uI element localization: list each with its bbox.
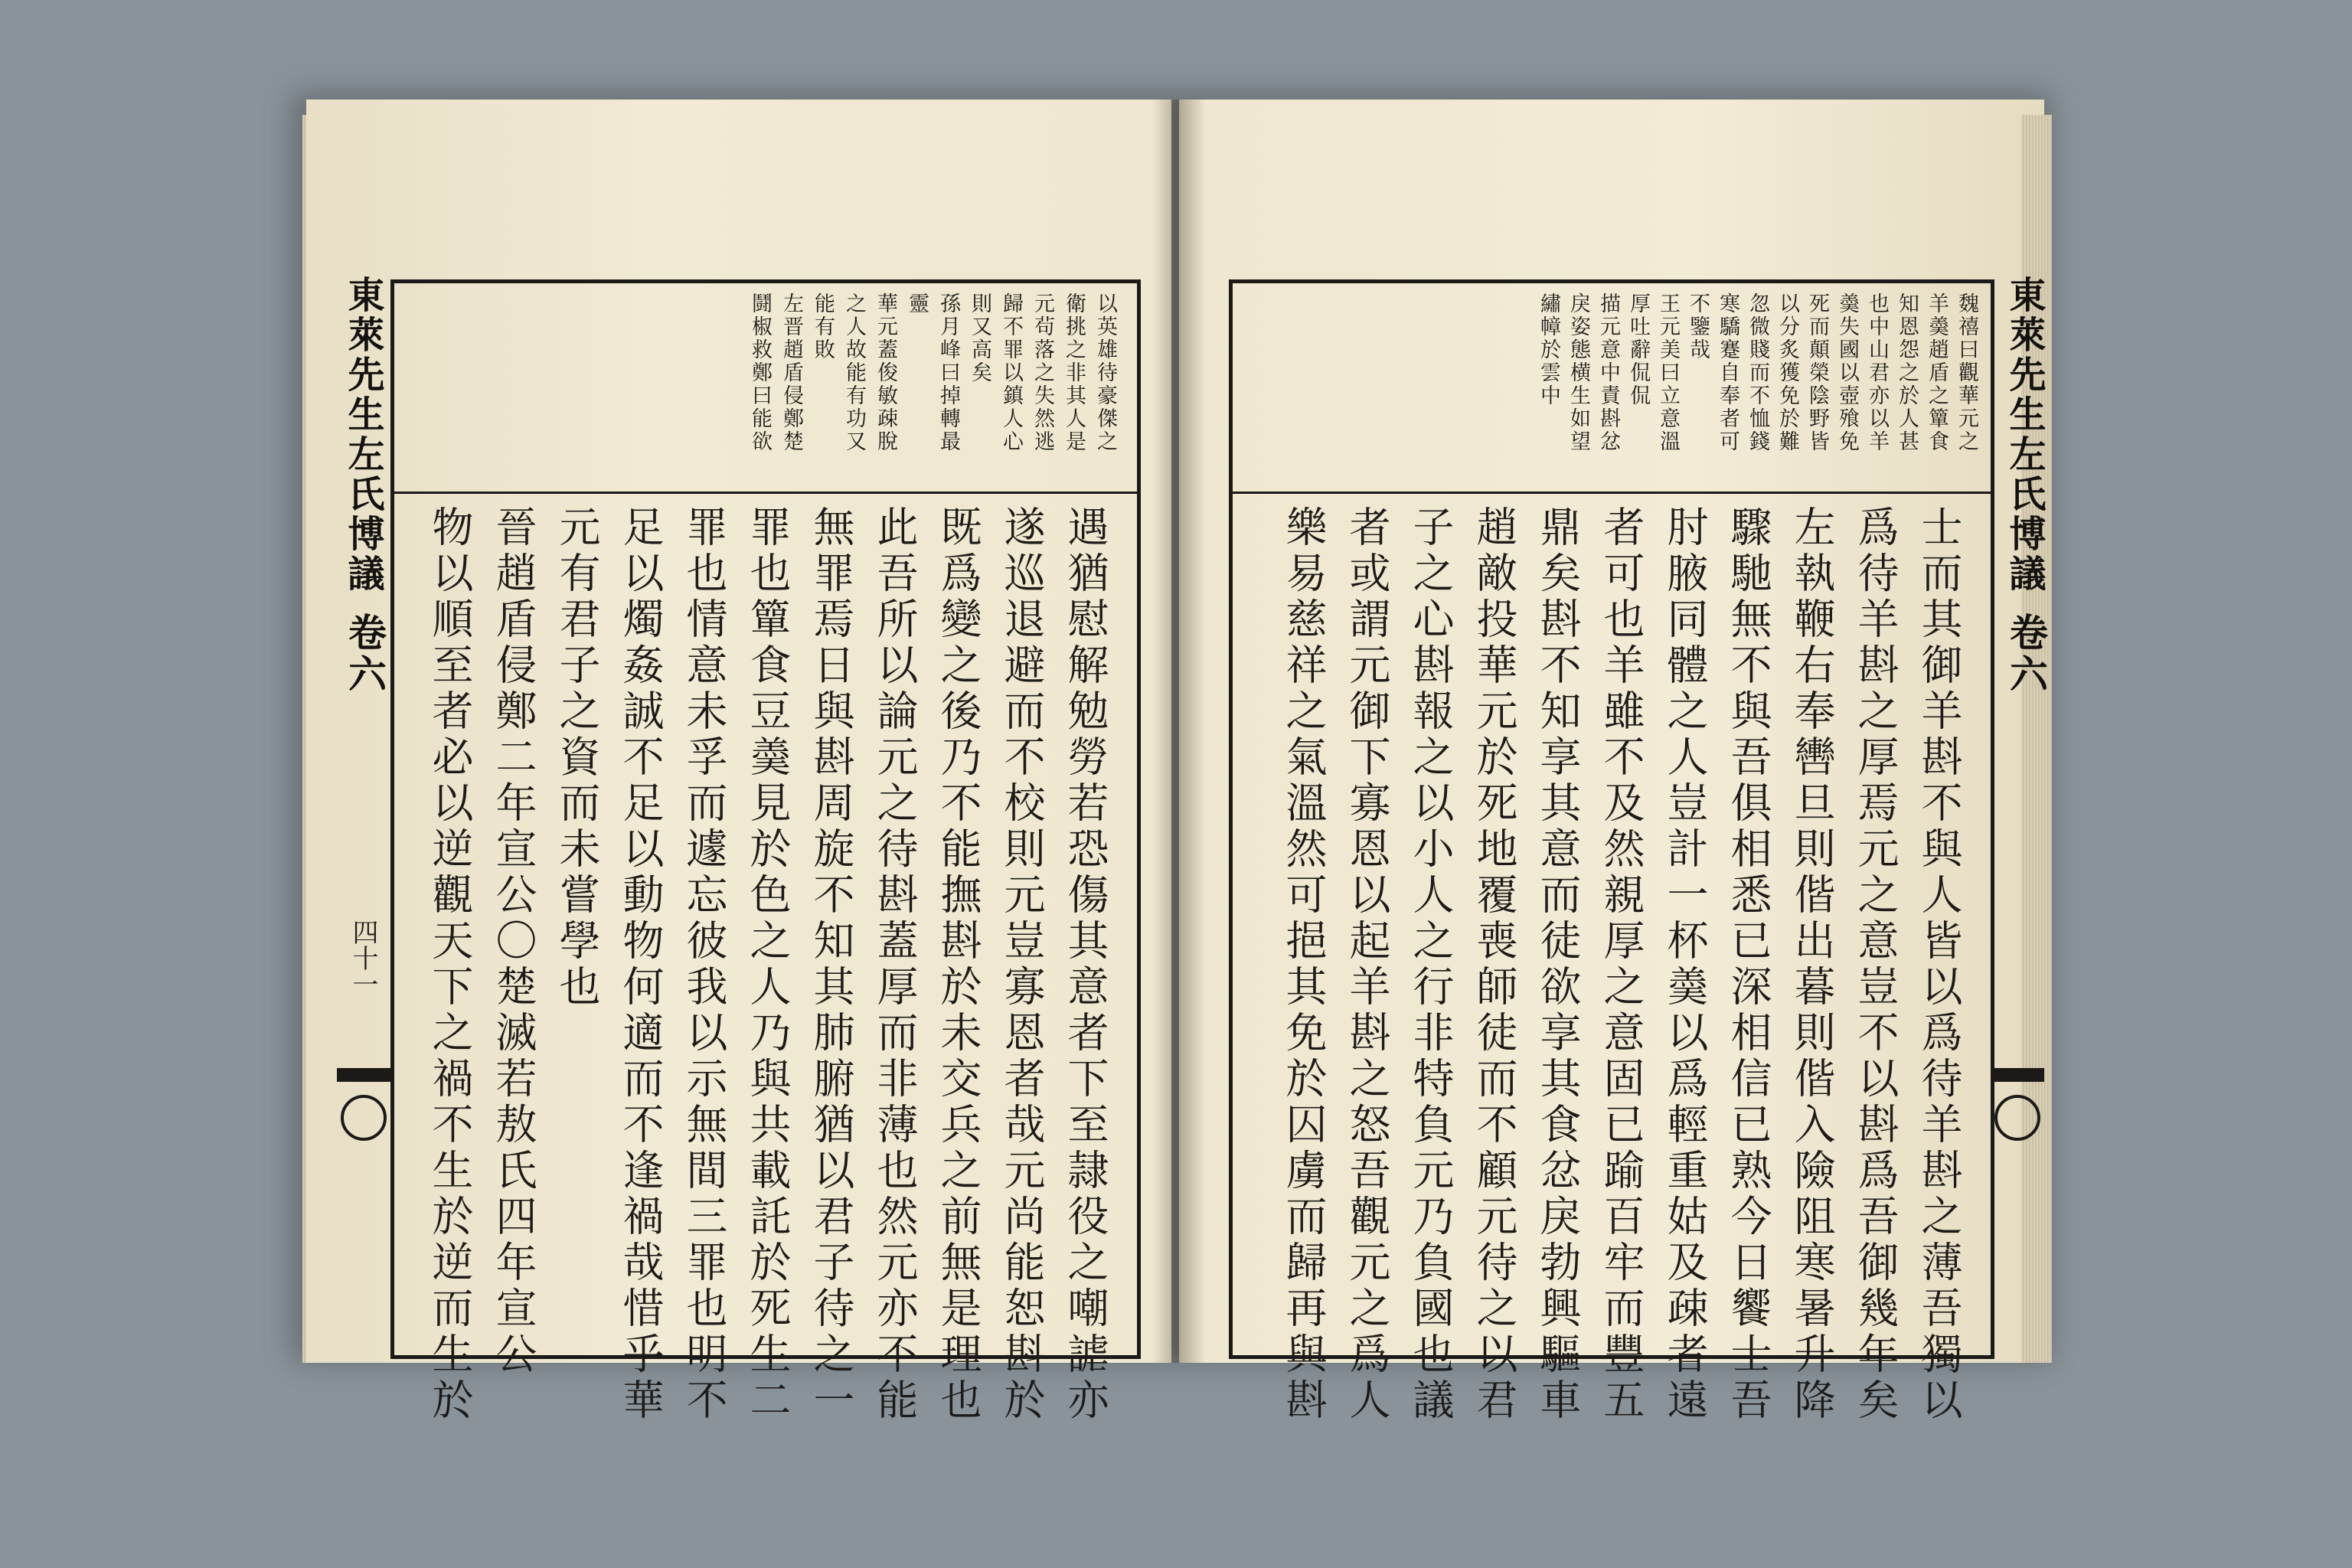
text-column: 無罪焉日與斟周旋不知其肺腑猶以君子待之一 (807, 505, 855, 1424)
right-fishtail-mark (1991, 1068, 2044, 1082)
headnote-column: 寒驕蹇自奉者可 (1716, 292, 1740, 453)
left-volume-label: 卷六 (342, 612, 387, 695)
headnote-column: 以分炙獲免於難 (1775, 292, 1799, 453)
headnote-column: 魏禧曰觀華元之 (1955, 292, 1978, 453)
headnote-column: 厚吐辭侃侃 (1626, 292, 1650, 407)
headnote-column: 元茍落之失然逃 (1031, 292, 1054, 453)
left-folio: 四十一 (348, 919, 378, 997)
headnote-column: 能有敗 (811, 292, 835, 361)
right-fishtail-ornament (1994, 1095, 2040, 1141)
headnote-column: 孫月峰曰掉轉最 (936, 292, 960, 453)
left-headnote-rule (394, 492, 1137, 494)
text-column: 驟馳無不與吾俱相悉已深相信已熟今日饗士吾 (1724, 505, 1772, 1424)
text-column: 趙敵投華元於死地覆喪師徒而不顧元待之以君 (1470, 505, 1518, 1424)
text-column: 子之心斟報之以小人之行非特負元乃負國也議 (1406, 505, 1455, 1424)
text-column: 鼎矣斟不知享其意而徒欲享其食忿戾勃興驅車 (1534, 505, 1582, 1424)
headnote-column: 以英雄待豪傑之 (1093, 292, 1117, 453)
headnote-column: 歸不罪以鎮人心 (999, 292, 1023, 453)
right-headnote-rule (1233, 492, 1991, 494)
text-column: 罪也簞食豆羮見於色之人乃與共載託於死生二 (743, 505, 792, 1424)
right-margin-title: 東萊先生左氏博議 (2003, 276, 2046, 594)
headnote-column: 鬪椒救鄭曰能欲 (748, 292, 772, 453)
headnote-column: 王元美曰立意溫 (1656, 292, 1680, 453)
text-column: 爲待羊斟之厚焉元之意豈不以斟爲吾御幾年矣 (1851, 505, 1900, 1424)
text-column: 晉趙盾侵鄭二年宣公〇楚滅若敖氏四年宣公 (489, 505, 537, 1378)
text-column: 者或謂元御下寡恩以起羊斟之怒吾觀元之爲人 (1343, 505, 1391, 1424)
headnote-column: 之人故能有功又 (842, 292, 866, 453)
text-column: 樂易慈祥之氣溫然可挹其免於囚虜而歸再與斟 (1279, 505, 1328, 1424)
left-fishtail-mark (337, 1068, 390, 1082)
text-column: 罪也情意未孚而遽忘彼我以示無間三罪也明不 (680, 505, 728, 1424)
text-column: 士而其御羊斟不與人皆以爲待羊斟之薄吾獨以 (1915, 505, 1963, 1424)
headnote-column: 知恩怨之於人甚 (1895, 292, 1919, 453)
headnote-column: 不鑒哉 (1686, 292, 1710, 361)
left-text-frame (390, 279, 1141, 1424)
right-volume-label: 卷六 (2004, 612, 2049, 695)
left-margin-title: 東萊先生左氏博議 (341, 276, 384, 594)
headnote-column: 華元蓋俊敏疎脫 (874, 292, 897, 453)
headnote-column: 忽微賤而不恤錢 (1746, 292, 1769, 453)
left-fishtail-ornament (341, 1095, 387, 1141)
text-column: 此吾所以論元之待斟蓋厚而非薄也然元亦不能 (871, 505, 919, 1424)
headnote-column: 衛挑之非其人是 (1062, 292, 1086, 453)
text-column: 既爲變之後乃不能撫斟於未交兵之前無是理也 (934, 505, 982, 1424)
right-text-frame (1229, 279, 1994, 1424)
headnote-column: 羮失國以壺飱免 (1835, 292, 1859, 453)
text-column: 物以順至者必以逆觀天下之禍不生於逆而生於 (426, 505, 474, 1424)
text-column: 遇猶慰解勉勞若恐傷其意者下至隷役之嘲謔亦 (1061, 505, 1109, 1424)
headnote-column: 描元意中責斟忿 (1596, 292, 1620, 453)
text-column: 左執鞭右奉轡旦則偕出暮則偕入險阻寒暑升降 (1788, 505, 1836, 1424)
headnote-column: 戾姿態横生如望 (1566, 292, 1590, 453)
headnote-column: 繡幛於雲中 (1537, 292, 1560, 407)
text-column: 元有君子之資而未嘗學也 (553, 505, 601, 1011)
headnote-column: 死而顛榮陰野皆 (1805, 292, 1829, 453)
headnote-column: 則又高矣 (968, 292, 991, 384)
headnote-column: 左晋趙盾侵鄭楚 (779, 292, 803, 453)
headnote-column: 羊羮趙盾之簞食 (1925, 292, 1949, 453)
headnote-column: 靈 (905, 292, 929, 315)
text-column: 肘腋同體之人豈計一杯羮以爲輕重姑及疎者遠 (1661, 505, 1709, 1424)
headnote-column: 也中山君亦以羊 (1865, 292, 1889, 453)
book-gutter (1152, 100, 1206, 1363)
text-column: 遂巡退避而不校則元豈寡恩者哉元尚能恕斟於 (998, 505, 1046, 1424)
text-column: 足以燭姦誠不足以動物何適而不逢禍哉惜乎華 (616, 505, 665, 1424)
text-column: 者可也羊雖不及然親厚之意固已踰百牢而豐五 (1597, 505, 1645, 1424)
